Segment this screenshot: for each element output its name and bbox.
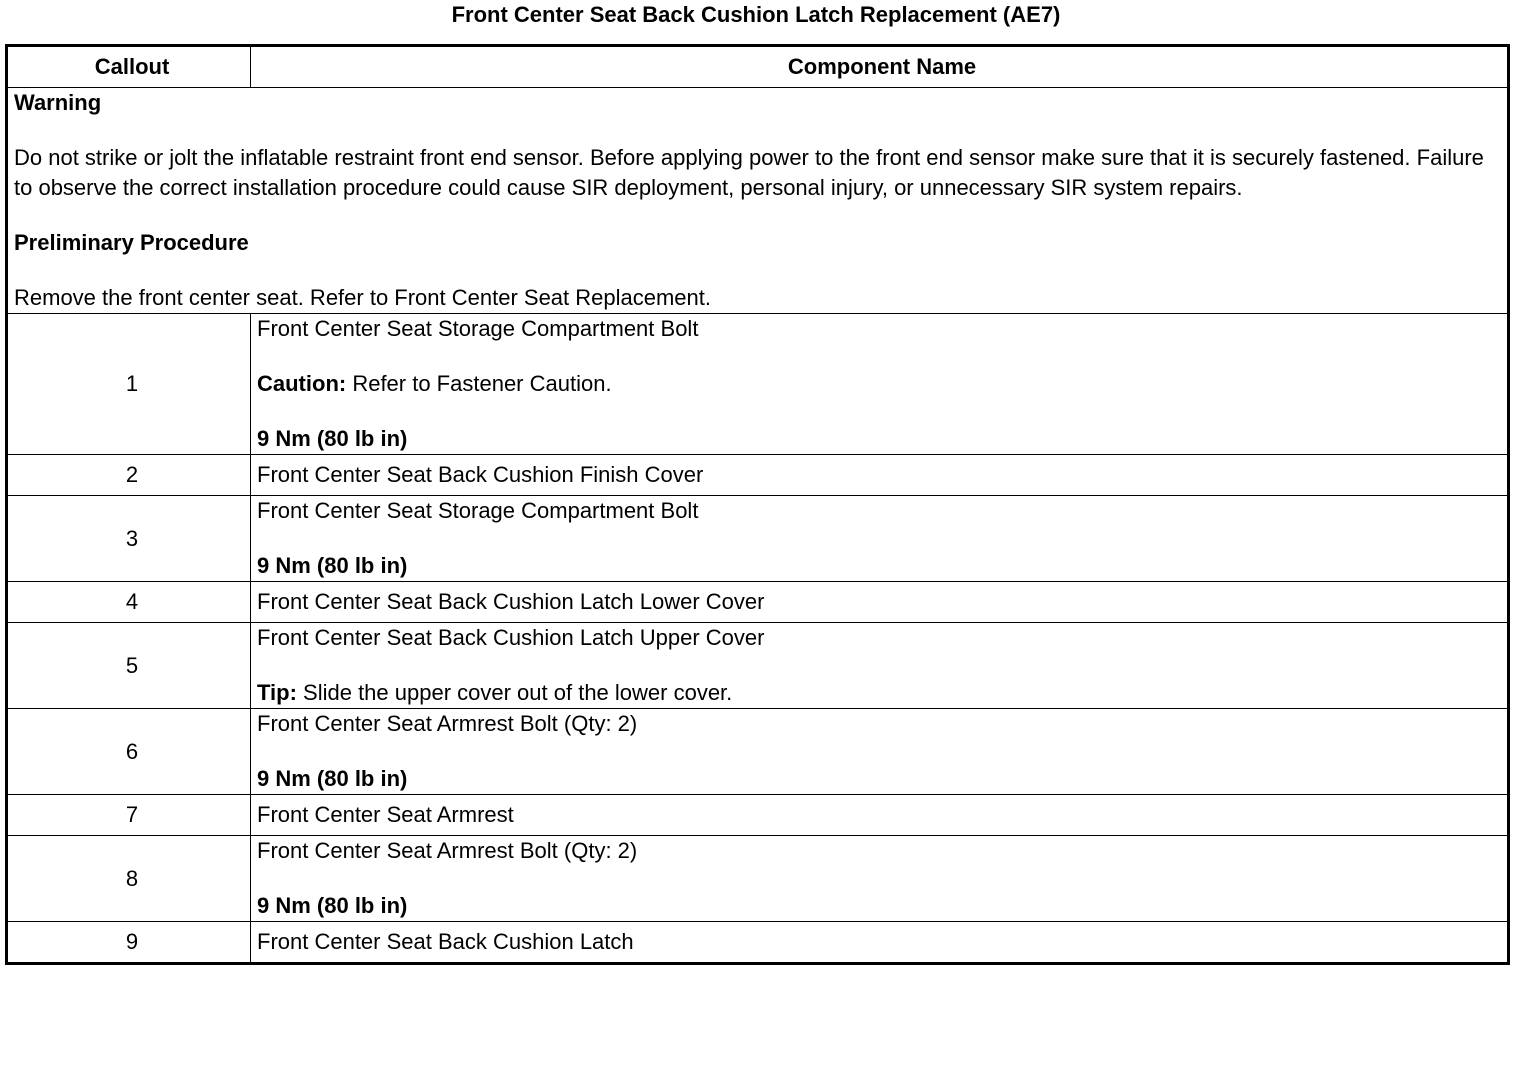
table-row [7,496,1509,582]
component-name: Front Center Seat Back Cushion Latch [251,922,1509,964]
callout-cell: 7 [7,795,251,836]
table-row [7,623,1509,709]
callout-cell: 2 [7,455,251,496]
component-name: Front Center Seat Storage Compartment Bolt [257,498,699,523]
tip-text: Slide the upper cover out of the lower cover. [296,680,733,705]
callout-cell: 3 [7,496,251,582]
table-row [7,709,1509,795]
page-title: Front Center Seat Back Cushion Latch Replacement (AE7) [451,2,1061,27]
callout-cell: 6 [7,709,251,795]
procedure-heading: Preliminary Procedure [14,230,249,255]
callout-cell: 5 [7,623,251,709]
component-name: Front Center Seat Back Cushion Latch Lower Cover [251,582,1509,623]
tip-label: Tip: [257,680,297,705]
component-cell [251,314,1509,455]
torque-spec: 9 Nm (80 lb in) [257,553,408,578]
component-cell [251,623,1509,709]
preamble-cell [7,88,1509,314]
table-row [7,795,1509,836]
component-name: Front Center Seat Storage Compartment Bolt [257,316,699,341]
table-row [7,582,1509,623]
component-name: Front Center Seat Armrest Bolt (Qty: 2) [257,838,638,863]
callout-cell: 9 [7,922,251,964]
component-name: Front Center Seat Armrest [251,795,1509,836]
callout-cell: 4 [7,582,251,623]
component-name: Front Center Seat Back Cushion Latch Upper Cover [257,625,765,650]
component-cell [251,496,1509,582]
table-row [7,314,1509,455]
table-row [7,836,1509,922]
table-row [7,922,1509,964]
torque-spec: 9 Nm (80 lb in) [257,766,408,791]
caution-text: Refer to Fastener Caution. [346,371,612,396]
torque-spec: 9 Nm (80 lb in) [257,893,408,918]
warning-text: Do not strike or jolt the inflatable restraint front end sensor. Before applying power to the front end sensor make sure that it is securely fastened. Failure to observe the correct installation procedure could cause SIR deployment, personal injury, or unnecessary SIR system repairs. [14,145,1484,200]
procedure-text: Remove the front center seat. Refer to Front Center Seat Replacement. [14,285,712,310]
caution-label: Caution: [257,371,347,396]
tip-note [257,678,1507,708]
header-row [7,46,1509,88]
callout-header: Callout [7,46,251,88]
component-name-header: Component Name [251,46,1509,88]
component-cell [251,836,1509,922]
preamble-row [7,88,1509,314]
component-name: Front Center Seat Armrest Bolt (Qty: 2) [257,711,638,736]
component-cell [251,709,1509,795]
callout-cell: 8 [7,836,251,922]
torque-spec: 9 Nm (80 lb in) [257,426,408,451]
warning-heading: Warning [14,90,102,115]
table-row [7,455,1509,496]
component-name: Front Center Seat Back Cushion Finish Cover [251,455,1509,496]
component-table [5,44,1510,965]
caution-note [257,369,1507,399]
callout-cell: 1 [7,314,251,455]
